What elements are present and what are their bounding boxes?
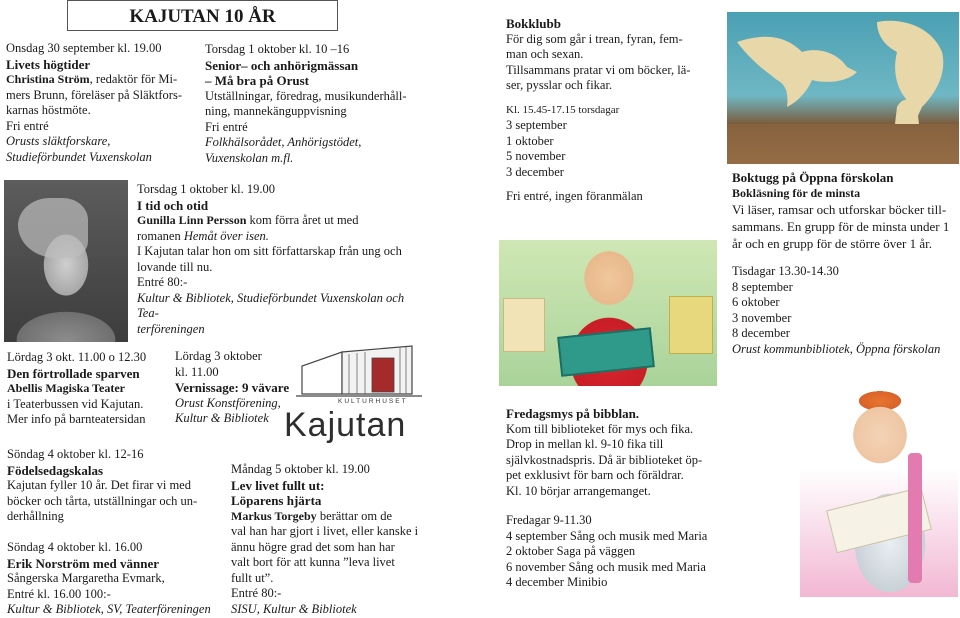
event-heading: Bokklubb <box>506 16 561 31</box>
event-date: Söndag 4 oktober kl. 16.00 <box>7 540 143 554</box>
event-heading: Senior– och anhörigmässan <box>205 57 359 73</box>
portrait-photo <box>4 180 128 342</box>
toddler-reading-photo <box>800 383 958 597</box>
date-item: 4 december Minibio <box>506 575 608 589</box>
event-i-tid-och-otid: Torsdag 1 oktober kl. 19.00 I tid och otid Gunilla Linn Persson kom förra året ut med romanen Hemåt över isen. I Kajutan talar hon om sitt författarskap från ung och lovande till nu. Entré 80:- Kultur & Bibliotek, Studieförbundet Vuxenskolan och Tea- terföreningen <box>137 182 427 337</box>
date-item: 1 oktober <box>506 133 554 148</box>
logo-wordmark: Kajutan <box>284 406 407 444</box>
event-heading: Födelsedagskalas <box>7 462 104 478</box>
event-fee: Entré 80:- <box>137 275 188 289</box>
event-heading: Livets högtider <box>6 56 91 72</box>
event-date: Måndag 5 oktober kl. 19.00 <box>231 462 370 476</box>
kajutan-logo <box>282 344 432 450</box>
date-item: 6 november Sång och musik med Maria <box>506 559 706 574</box>
event-date: Söndag 4 oktober kl. 12-16 <box>7 447 144 461</box>
event-fee: Entré 80:- <box>231 586 282 600</box>
event-heading: Fredagsmys på bibblan. <box>506 406 640 421</box>
event-livets-hogtider: Onsdag 30 september kl. 19.00 Livets högtider Christina Ström, redaktör för Mi- mers Brunn, föreläser på Släktfors- karnas höstmöte. Fri entré Orusts släktforskare, Studieförbundet Vuxenskolan <box>6 41 196 165</box>
date-item: 3 september <box>506 118 567 132</box>
event-organizer: SISU, Kultur & Bibliotek <box>231 601 357 616</box>
event-sparven: Lördag 3 okt. 11.00 o 12.30 Den förtrollade sparven Abellis Magiska Teater i Teaterbussen vid Kajutan. Mer info på barnteatersidan <box>7 350 172 428</box>
event-subheading: Bokläsning för de minsta <box>732 185 861 200</box>
event-heading: Vernissage: 9 vävare <box>175 380 290 395</box>
speaker-name: Markus Torgeby <box>231 508 317 523</box>
event-heading: I tid och otid <box>137 197 209 213</box>
event-heading: Boktugg på Öppna förskolan <box>732 170 894 185</box>
event-organizer: Folkhälsorådet, Anhörigstödet, <box>205 135 362 149</box>
event-organizer: Orusts släktforskare, <box>6 134 111 148</box>
event-heading: Den förtrollade sparven <box>7 365 140 381</box>
page-title: KAJUTAN 10 ÅR <box>67 0 338 31</box>
date-item: 8 september <box>732 279 793 294</box>
event-time: Tisdagar 13.30-14.30 <box>732 264 839 278</box>
date-item: 4 september Sång och musik med Maria <box>506 528 708 543</box>
event-erik-norstrom: Söndag 4 oktober kl. 16.00 Erik Norström med vänner Sångerska Margaretha Evmark, Entré kl. 16.00 100:- Kultur & Bibliotek, SV, Teaterföreningen <box>7 540 232 618</box>
event-date: Torsdag 1 oktober kl. 10 –16 <box>205 42 350 56</box>
date-item: 3 december <box>506 164 564 179</box>
date-item: 6 oktober <box>732 295 780 309</box>
event-description: Christina Ström, redaktör för Mi- <box>6 72 178 86</box>
book-title: Hemåt över isen. <box>183 228 269 243</box>
date-item: 3 november <box>732 310 792 325</box>
event-fee: Fri entré <box>205 119 248 134</box>
event-vernissage: Lördag 3 oktober kl. 11.00 Vernissage: 9 vävare Orust Konstförening, Kultur & Bibliotek <box>175 349 305 427</box>
event-time: Kl. 15.45-17.15 torsdagar <box>506 103 620 116</box>
event-fodelsedagskalas: Söndag 4 oktober kl. 12-16 Födelsedagskalas Kajutan fyller 10 år. Det firar vi med böcker och tårta, utställningar och un- derhållning <box>7 447 232 525</box>
event-fredagsmys: Fredagsmys på bibblan. Kom till biblioteket för mys och fika. Drop in mellan kl. 9-10 fika till självkostnadspris. Då är biblioteket öp- pet exklusivt för barn och föräldrar. Kl. 10 börjar arrangemanget. Fredagar 9-11.30 4 september Sång och musik med Maria 2 oktober Saga på väggen 6 november Sång och musik med Maria 4 december Minibio <box>506 406 731 591</box>
event-heading: Erik Norström med vänner <box>7 555 160 571</box>
event-organizer: Kultur & Bibliotek, SV, Teaterföreningen <box>7 602 211 616</box>
girl-reading-photo <box>499 240 717 386</box>
event-heading: Lev livet fullt ut: <box>231 477 325 493</box>
event-bokklubb: Bokklubb För dig som går i trean, fyran, fem- man och sexan. Tillsammans pratar vi om böcker, lä- ser, pysslar och fikar. Kl. 15.45-17.15 torsdagar 3 september 1 oktober 5 november 3 december Fri entré, ingen föranmälan <box>506 16 716 205</box>
event-organizer: Kultur & Bibliotek, Studieförbundet Vuxenskolan och Tea- <box>137 290 405 320</box>
event-date: Lördag 3 okt. 11.00 o 12.30 <box>7 350 147 364</box>
event-time: Fredagar 9-11.30 <box>506 513 592 527</box>
logo-subtitle: KULTURHUSET <box>338 398 408 405</box>
event-senior-massan: Torsdag 1 oktober kl. 10 –16 Senior– och anhörigmässan – Må bra på Orust Utställningar, föredrag, musikunderhåll- ning, mannekänguppvisning Fri entré Folkhälsorådet, Anhörigstödet, Vuxenskolan m.fl. <box>205 42 435 166</box>
dragon-silhouette-icon <box>727 12 959 164</box>
date-item: 8 december <box>732 326 790 340</box>
date-item: 5 november <box>506 149 566 163</box>
event-boktugg: Boktugg på Öppna förskolan Bokläsning för de minsta Vi läser, ramsar och utforskar böcker till- sammans. En grupp för de minsta under 1 år och en grupp för de större över 1 år. Tisdagar 13.30-14.30 8 september 6 oktober 3 november 8 december Orust kommunbibliotek, Öppna förskolan <box>732 170 958 357</box>
event-organizer: Orust kommunbibliotek, Öppna förskolan <box>732 341 941 356</box>
event-lev-livet: Måndag 5 oktober kl. 19.00 Lev livet fullt ut: Löparens hjärta Markus Torgeby berättar om de val han har gjort i livet, eller kanske i ännu högre grad det som han har valt bort för att kunna ”leva livet fullt ut”. Entré 80:- SISU, Kultur & Bibliotek <box>231 462 431 617</box>
event-date: Torsdag 1 oktober kl. 19.00 <box>137 182 275 196</box>
event-fee: Fri entré, ingen föranmälan <box>506 189 643 203</box>
presenter-name: Christina Ström <box>6 72 90 86</box>
theater-group: Abellis Magiska Teater <box>7 381 126 395</box>
dragon-reading-photo <box>727 12 959 164</box>
event-fee: Fri entré <box>6 118 49 133</box>
building-icon <box>282 344 432 404</box>
event-date: Onsdag 30 september kl. 19.00 <box>6 41 162 55</box>
event-organizer: Orust Konstförening, <box>175 395 281 410</box>
date-item: 2 oktober Saga på väggen <box>506 544 636 558</box>
author-name: Gunilla Linn Persson <box>137 213 247 227</box>
event-date: Lördag 3 oktober <box>175 349 262 363</box>
